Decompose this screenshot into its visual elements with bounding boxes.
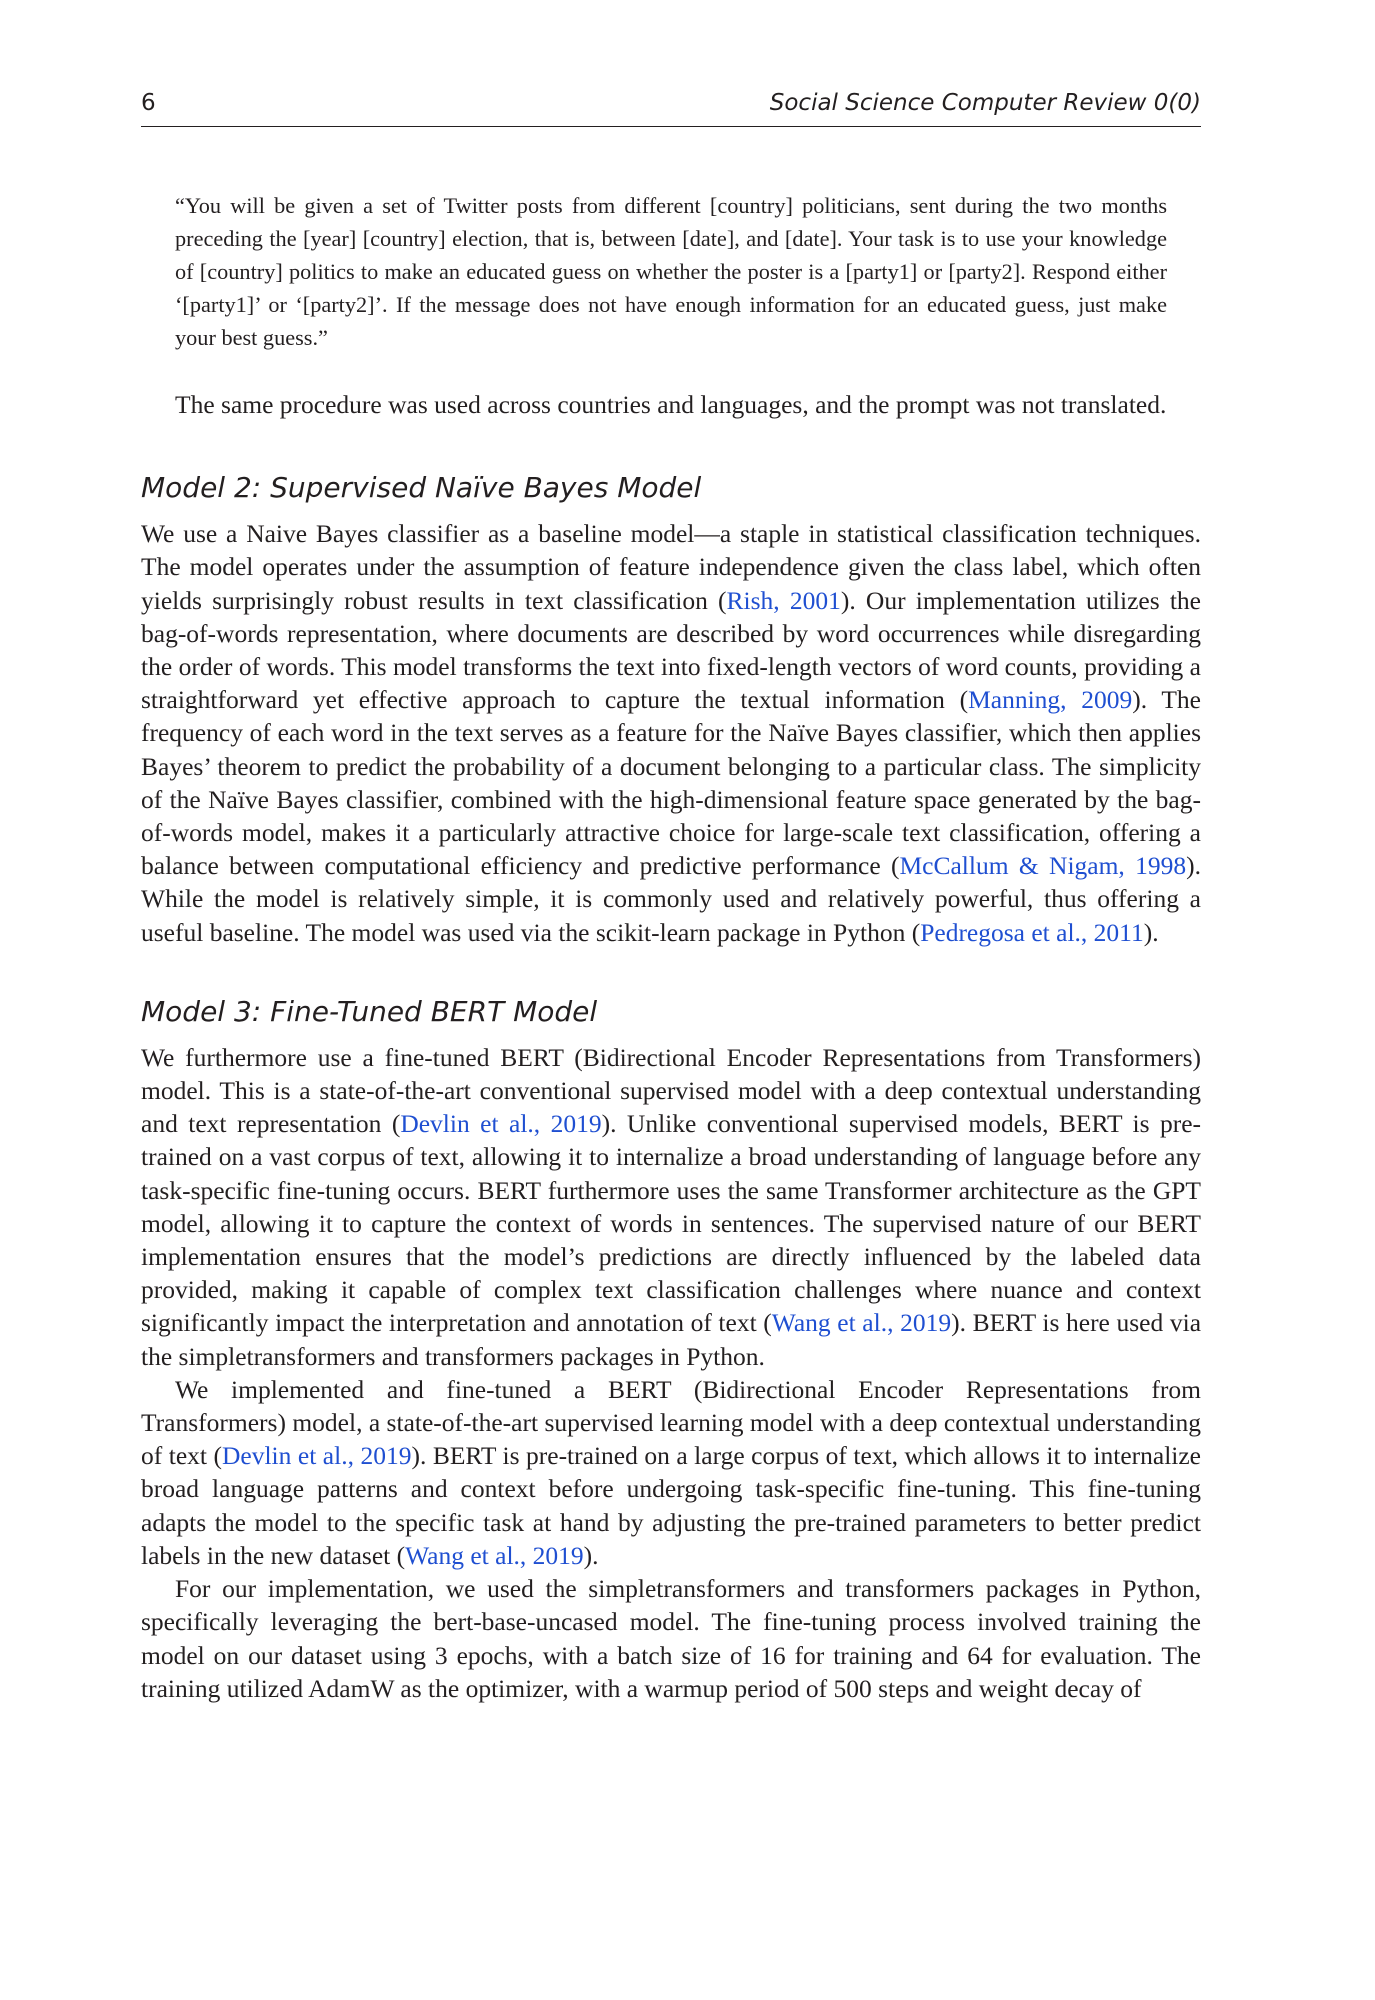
model-3-paragraph-1 (141, 1041, 1201, 1373)
paper-page (141, 86, 1201, 1705)
journal-title: Social Science Computer Review 0(0) (769, 90, 1201, 116)
text-run: ). BERT is here used via the simpletransformers and transformers packages in Python. (141, 1308, 1202, 1371)
model-3-paragraph-3: For our implementation, we used the simpletransformers and transformers packages in Python, specifically leveraging the bert-base-uncased model. The fine-tuning process involved training the model on our dataset using 3 epochs, with a batch size of 16 for training and 64 for evaluation. The training utilized AdamW as the optimizer, with a warmup period of 500 steps and weight decay of (141, 1574, 1201, 1703)
page-number: 6 (141, 90, 156, 116)
citation-link[interactable]: Wang et al., 2019 (771, 1308, 952, 1338)
citation-link[interactable]: McCallum & Nigam, 1998 (899, 851, 1187, 881)
section-heading-model-3: Model 3: Fine-Tuned BERT Model (141, 994, 598, 1028)
citation-link[interactable]: Devlin et al., 2019 (221, 1441, 412, 1471)
citation-link[interactable]: Pedregosa et al., 2011 (920, 917, 1144, 947)
citation-link[interactable]: Devlin et al., 2019 (400, 1109, 602, 1139)
text-run: ). (1143, 917, 1159, 947)
text-run: ). BERT is pre-trained on a large corpus of text, which allows it to internalize broad language patterns and context before undergoing task-specific fine-tuning. This fine-tuning adapts the model to the specific task at hand by adjusting the pre-trained parameters to better predict labels in the new dataset ( (141, 1441, 1202, 1570)
citation-link[interactable]: Manning, 2009 (968, 685, 1133, 715)
prompt-quote: “You will be given a set of Twitter posts from different [country] politicians, sent during the two months preceding the [year] [country] election, that is, between [date], and [date]. Your task is to use your knowledge of [country] politics to make an educated guess on whether the poster is a [party1] or [party2]. Respond either ‘[party1]’ or ‘[party2]’. If the message does not have enough information for an educated guess, just make your best guess.” (175, 193, 1167, 350)
after-quote-paragraph: The same procedure was used across countries and languages, and the prompt was not translated. (175, 390, 1167, 419)
section-heading-model-2: Model 2: Supervised Naïve Bayes Model (141, 471, 702, 505)
citation-link[interactable]: Rish, 2001 (726, 585, 841, 615)
text-run: ). While the model is relatively simple, it is commonly used and relatively powerful, thus offering a useful baseline. The model was used via the scikit-learn package in Python ( (141, 851, 1202, 947)
text-run: We implemented and fine-tuned a BERT (Bidirectional Encoder Representations from Transformers) model, a state-of-the-art supervised learning model with a deep contextual understanding of text ( (141, 1374, 1201, 1471)
running-header (141, 86, 1201, 127)
text-run: ). (583, 1540, 599, 1570)
text-run: ). Our implementation utilizes the bag-of-words representation, where documents are described by word occurrences while disregarding the order of words. This model transforms the text into fixed-length vectors of word counts, providing a straightforward yet effective approach to capture the textual information ( (141, 585, 1201, 715)
model-2-paragraph (141, 517, 1201, 949)
text-run: We use a Naive Bayes classifier as a baseline model—a staple in statistical classification techniques. The model operates under the assumption of feature independence given the class label, which often yields surprisingly robust results in text classification ( (141, 519, 1201, 615)
text-run: We furthermore use a fine-tuned BERT (Bidirectional Encoder Representations from Transformers) model. This is a state-of-the-art conventional supervised model with a deep contextual understanding and text representation ( (141, 1042, 1201, 1139)
text-run: ). Unlike conventional supervised models, BERT is pre-trained on a vast corpus of text, allowing it to internalize a broad understanding of language before any task-specific fine-tuning occurs. BERT furthermore uses the same Transformer architecture as the GPT model, allowing it to capture the context of words in sentences. The supervised nature of our BERT implementation ensures that the model’s predictions are directly influenced by the labeled data provided, making it capable of complex text classification challenges where nuance and context significantly impact the interpretation and annotation of text ( (141, 1109, 1202, 1338)
model-3-paragraph-2 (141, 1373, 1201, 1572)
citation-link[interactable]: Wang et al., 2019 (405, 1540, 584, 1570)
text-run: ). The frequency of each word in the text serves as a feature for the Naïve Bayes classifier, which then applies Bayes’ theorem to predict the probability of a document belonging to a particular class. The simplicity of the Naïve Bayes classifier, combined with the high-dimensional feature space generated by the bag-of-words model, makes it a particularly attractive choice for large-scale text classification, offering a balance between computational efficiency and predictive performance ( (141, 685, 1201, 881)
